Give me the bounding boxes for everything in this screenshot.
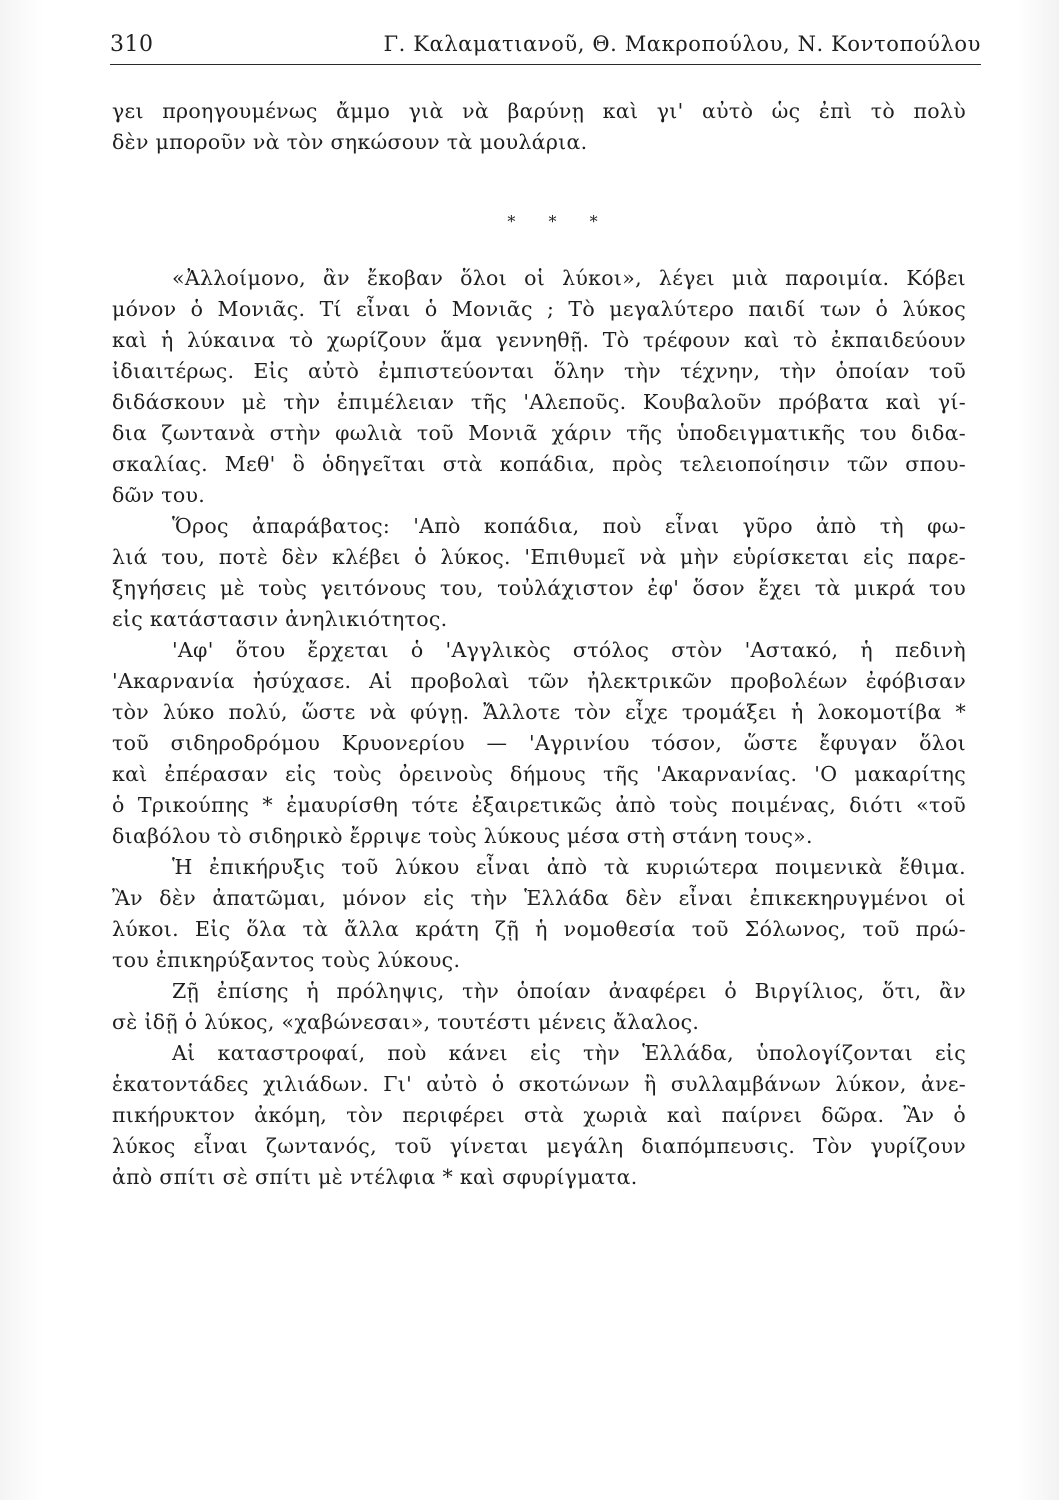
body-text xyxy=(112,263,966,1193)
text-line: λύκοι. Εἰς ὅλα τὰ ἄλλα κράτη ζῇ ἡ νομοθεσία τοῦ Σόλωνος, τοῦ πρώ- xyxy=(112,917,966,941)
text-line: δὲν μποροῦν νὰ τὸν σηκώσουν τὰ μουλάρια. xyxy=(112,130,588,154)
section-ornament: * * * xyxy=(507,212,612,231)
running-head: Γ. Καλαματιανοῦ, Θ. Μακροπούλου, Ν. Κοντοπούλου xyxy=(383,32,981,56)
text-line: διδάσκουν μὲ τὴν ἐπιμέλειαν τῆς 'Αλεποῦς. Κουβαλοῦν πρόβατα καὶ γί- xyxy=(112,390,966,414)
paragraph-first-line: Αἱ καταστροφαί, ποὺ κάνει εἰς τὴν Ἑλλάδα, ὑπολογίζονται εἰς xyxy=(172,1041,966,1065)
text-line: ἑκατοντάδες χιλιάδων. Γι' αὐτὸ ὁ σκοτώνων ἢ συλλαμβάνων λύκον, ἀνε- xyxy=(112,1072,966,1096)
text-line: πικήρυκτον ἀκόμη, τὸν περιφέρει στὰ χωριὰ καὶ παίρνει δῶρα. Ἂν ὁ xyxy=(112,1103,966,1127)
paragraph-first-line: «Ἀλλοίμονο, ἂν ἔκοβαν ὅλοι οἱ λύκοι», λέγει μιὰ παροιμία. Κόβει xyxy=(172,266,966,290)
text-line: λιά του, ποτὲ δὲν κλέβει ὁ λύκος. 'Επιθυμεῖ νὰ μὴν εὑρίσκεται εἰς παρε- xyxy=(112,545,966,569)
text-line: μόνον ὁ Μονιᾶς. Τί εἶναι ὁ Μονιᾶς ; Τὸ μεγαλύτερο παιδί των ὁ λύκος xyxy=(112,297,966,321)
paragraph-first-line: 'Αφ' ὅτου ἔρχεται ὁ 'Αγγλικὸς στόλος στὸν 'Αστακό, ἡ πεδινὴ xyxy=(172,638,966,662)
page-header xyxy=(110,32,981,65)
text-line: γει προηγουμένως ἄμμο γιὰ νὰ βαρύνῃ καὶ γι' αὐτὸ ὡς ἐπὶ τὸ πολὺ xyxy=(112,99,966,123)
text-line: διαβόλου τὸ σιδηρικὸ ἔρριψε τοὺς λύκους μέσα στὴ στάνη τους». xyxy=(112,824,813,848)
text-line: δια ζωντανὰ στὴν φωλιὰ τοῦ Μονιᾶ χάριν τῆς ὑποδειγματικῆς του διδα- xyxy=(112,421,966,445)
text-line: του ἐπικηρύξαντος τοὺς λύκους. xyxy=(112,948,461,972)
text-line: καὶ ἡ λύκαινα τὸ χωρίζουν ἅμα γεννηθῇ. Τὸ τρέφουν καὶ τὸ ἐκπαιδεύουν xyxy=(112,328,966,352)
text-line: λύκος εἶναι ζωντανός, τοῦ γίνεται μεγάλη διαπόμπευσις. Τὸν γυρίζουν xyxy=(112,1134,966,1158)
text-line: ὁ Τρικούπης * ἐμαυρίσθη τότε ἐξαιρετικῶς ἀπὸ τοὺς ποιμένας, διότι «τοῦ xyxy=(112,793,966,817)
text-line: σὲ ἰδῇ ὁ λύκος, «χαβώνεσαι», τουτέστι μένεις ἄλαλος. xyxy=(112,1010,700,1034)
text-line: 'Ακαρνανία ἡσύχασε. Αἱ προβολαὶ τῶν ἠλεκτρικῶν προβολέων ἐφόβισαν xyxy=(112,669,966,693)
paragraph-first-line: Ζῇ ἐπίσης ἡ πρόληψις, τὴν ὁποίαν ἀναφέρει ὁ Βιργίλιος, ὅτι, ἂν xyxy=(172,979,966,1003)
text-line: ἰδιαιτέρως. Εἰς αὐτὸ ἐμπιστεύονται ὅλην τὴν τέχνην, τὴν ὁποίαν τοῦ xyxy=(112,359,966,383)
text-line: ἀπὸ σπίτι σὲ σπίτι μὲ ντέλφια * καὶ σφυρίγματα. xyxy=(112,1165,638,1189)
text-line: ξηγήσεις μὲ τοὺς γειτόνους του, τοὐλάχιστον ἐφ' ὅσον ἔχει τὰ μικρά του xyxy=(112,576,966,600)
text-line: τὸν λύκο πολύ, ὥστε νὰ φύγῃ. Ἄλλοτε τὸν εἶχε τρομάξει ἡ λοκομοτίβα * xyxy=(112,700,966,724)
text-line: καὶ ἐπέρασαν εἰς τοὺς ὀρεινοὺς δήμους τῆς 'Ακαρνανίας. 'Ο μακαρίτης xyxy=(112,762,966,786)
text-line: Ἂν δὲν ἀπατῶμαι, μόνον εἰς τὴν Ἑλλάδα δὲν εἶναι ἐπικεκηρυγμένοι οἱ xyxy=(112,886,966,910)
page-number: 310 xyxy=(110,32,154,57)
paragraph-first-line: Ὅρος ἀπαράβατος: 'Απὸ κοπάδια, ποὺ εἶναι γῦρο ἀπὸ τὴ φω- xyxy=(172,514,966,538)
opening-text xyxy=(112,96,966,158)
text-line: εἰς κατάστασιν ἀνηλικιότητος. xyxy=(112,607,448,631)
text-line: δῶν του. xyxy=(112,483,206,507)
paragraph-first-line: Ἡ ἐπικήρυξις τοῦ λύκου εἶναι ἀπὸ τὰ κυριώτερα ποιμενικὰ ἔθιμα. xyxy=(172,855,966,879)
text-line: τοῦ σιδηροδρόμου Κρυονερίου — 'Αγρινίου τόσον, ὥστε ἔφυγαν ὅλοι xyxy=(112,731,966,755)
text-line: σκαλίας. Μεθ' ὃ ὁδηγεῖται στὰ κοπάδια, πρὸς τελειοποίησιν τῶν σπου- xyxy=(112,452,966,476)
